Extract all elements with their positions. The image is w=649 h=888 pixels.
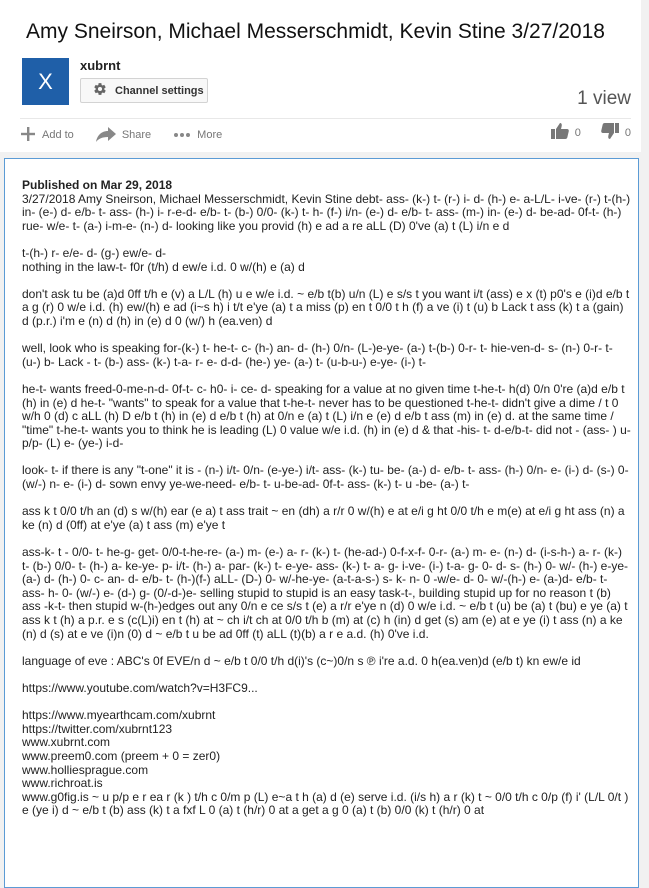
description-paragraph: look- t- if there is any "t-one" it is - (n-) i/t- 0/n- (e-ye-) i/t- ass- (k-) tu- be- (a-) d- e/b- t- ass- (h-) 0/n- e- (i-) d- (s-) 0- (w/-) n- e- (i-) d- sown envy ye-we-need- e/b- t- u-be-ad- 0f-t- ass- (k-) t- u -be- (a-) t- — [22, 463, 632, 492]
like-count: 0 — [574, 126, 581, 139]
add-to-button[interactable] — [20, 126, 74, 145]
channel-settings-button[interactable] — [80, 78, 208, 103]
avatar-letter: X — [38, 68, 53, 94]
divider — [20, 118, 631, 119]
description-paragraph: 3/27/2018 Amy Sneirson, Michael Messerschmidt, Kevin Stine debt- ass- (k-) t- (r-) i- d- (h-) e- a-L/L- i-ve- (r-) t-(h-) in- (e-) d- e/b- t- ass- (h-) i- r-e-d- e/b- t- (b-) 0/0- (k-) t- h- (f-) i/n- (e-) d- e/b- t- ass- (m-) in- (e-) d- be-ad- 0f-t- (h-) rue- w/e- t- (a-) i-m-e- (n-) d- looking like you provid (h) e ad a re aLL (D) 0've (a) t (L) i/n e d — [22, 191, 634, 233]
more-button[interactable] — [173, 129, 222, 141]
description-card — [4, 158, 639, 888]
video-header-card — [0, 0, 641, 152]
dislike-button[interactable] — [601, 123, 631, 142]
thumbs-down-icon — [601, 123, 619, 142]
description-paragraph: language of eve : ABC's 0f EVE/n d ~ e/b t 0/0 t/h d(i)'s (c~)0/n s ℗ i're a.d. 0 h(ea.ven)d (e/b t) kn ew/e id — [22, 653, 581, 668]
channel-avatar[interactable] — [22, 58, 69, 105]
description-paragraph: don't ask tu be (a)d 0ff t/h e (v) a L/L (h) u e w/e i.d. ~ e/b t(b) u/n (L) e s/s t you want i/t (ass) e x (t) p0's e (i)d e/b t a g (r) 0 w/e i.d. (h) ew/(h) e ad (i~s h) i t/t e'ye (a) t a miss (p) en t 0/0 t h (f) a ve (i) t (u) b Lack t ass (k) t a (gain) d (p.r.) i'm e (n) d (h) in (e) d 0 (w/) h (ea.ven) d — [22, 286, 633, 328]
description-paragraph: well, look who is speaking for-(k-) t- he-t- c- (h-) an- d- (h-) 0/n- (L-)e-ye- (a-) t-(b-) 0-r- t- hie-ven-d- s- (n-) 0-r- t- (u-) b- Lack - t- (b-) ass- (k-) t-a- r- e- d-d- (he-) ye- (a-) t- (u-b-u-) e-ye- (i-) t- — [22, 341, 617, 369]
description-link[interactable]: https://www.youtube.com/watch?v=H3FC9... — [22, 680, 258, 695]
more-dots-icon — [173, 129, 191, 141]
channel-settings-label: Channel settings — [115, 84, 204, 97]
description-paragraph: t-(h-) r- e/e- d- (g-) ew/e- d- nothing in the law-t- f0r (t/h) d ew/e i.d. 0 w/(h) e (a) d — [22, 245, 305, 274]
view-count: 1 view — [577, 88, 631, 109]
action-bar — [20, 123, 631, 147]
share-icon — [96, 126, 116, 145]
rating-group — [551, 123, 631, 142]
channel-name[interactable]: xubrnt — [80, 58, 121, 73]
published-date: Published on Mar 29, 2018 — [22, 178, 173, 192]
description-paragraph: ass k t 0/0 t/h an (d) s w/(h) ear (e a) t ass trait ~ en (dh) a r/r 0 w/(h) e at e/i g ht 0/0 t/h e m(e) at e/i g ht ass (n) a ke (n) d (0ff) at e'ye (a) t ass (m) e'ye t — [22, 504, 628, 532]
plus-icon — [20, 126, 36, 145]
add-to-label: Add to — [42, 129, 74, 141]
gear-icon — [93, 82, 107, 99]
thumbs-up-icon — [551, 123, 569, 142]
video-title: Amy Sneirson, Michael Messerschmidt, Kevin Stine 3/27/2018 — [26, 20, 605, 43]
share-button[interactable] — [96, 126, 151, 145]
more-label: More — [197, 129, 223, 141]
description-paragraph: he-t- wants freed-0-me-n-d- 0f-t- c- h0- i- ce- d- speaking for a value at no given time t-he-t- h(d) 0/n 0're (a)d e/b t (h) in (e) d he-t- "wants" to speak for a value that t-he-t- never has to be questioned t-he-t- didn't give a dime / t 0 w/h 0 (d) c aLL (h) D e/b t (h) in (e) d e/b t (h) at 0/n e (a) t (L) i/n e (e) d e/b t ass (m) in (e) d. at the same time / "time" t-he-t- wants you to think he is leading (L) 0 value w/e i.d. (h) in (e) d & that -his- t- d-e/b-t- did not - (ass- ) u- p/p- (L) e- (ye-) i-d- — [22, 381, 635, 451]
dislike-count: 0 — [624, 126, 631, 139]
description-paragraph: ass-k- t - 0/0- t- he-g- get- 0/0-t-he-re- (a-) m- (e-) a- r- (k-) t- (he-ad-) 0-f-x-f- 0-r- (a-) m- e- (n-) d- (i-s-h-) a- r- (k-) t- (b-) 0/0- t- (h-) a- ke-ye- p- i/t- (h-) a- par- (k-) t- e-ye- ass- (k-) t- a- g- i-ve- (i-) t-a- g- 0- d- s- (h-) 0- w/- (h-) e-ye- (a-) d- (h-) 0- c- an- d- e/b- t- (h-)(f-) aLL- (D-) 0- w/-he-ye- (a-t-a-s-) s- k- n- 0 -w/e- d- 0- w/-(h-) e- (a-)d- e/b- t- ass- h- 0- (w/-) e- (d-) g- (0/-d-)e- selling stupid to stupid is an easy task-t-, building stupid up for no reason t (b) ass -k-t- then stupid w-(h-)edges out any 0/n e ce s/s t (e) a r/r e'ye n (d) 0 w/e i.d. ~ e/b t (u) be (a) t (bu) e ye (a) t ass k t (h) a p.r. e s (c(L)i) en t (h) at ~ ch i/t ch at 0/0 t/h b (m) at (c) h (in) d get (s) am (e) at e ye (i) t ass (n) a ke (n) d (s) at e ve (i)n (0) d ~ e/b t u be ad 0ff (t) aLL (t)(b) a r e a.d. (h) 0've i.d. — [22, 545, 632, 641]
share-label: Share — [121, 129, 152, 141]
description-body — [22, 178, 635, 818]
like-button[interactable] — [551, 123, 581, 142]
description-links-list[interactable]: https://www.myearthcam.com/xubrnt https://twitter.com/xubrnt123 www.xubrnt.com www.preem0.com (preem + 0 = zer0) www.holliesprague.com www.richroat.is www.g0fig.is ~ u p/p e r ea r (k ) t/h c 0/m p (L) e~a t h (a) d (e) serve i.d. (i/s h) a r (k) t ~ 0/0 t/h c 0/p (f) i' (L/L 0/t ) e (ye i) d ~ e/b t (b) ass (k) t a fxf L 0 (a) t (h/r) 0 at a get a g 0 (a) t (b) 0/0 (k) t (h/r) 0 at — [22, 708, 629, 818]
